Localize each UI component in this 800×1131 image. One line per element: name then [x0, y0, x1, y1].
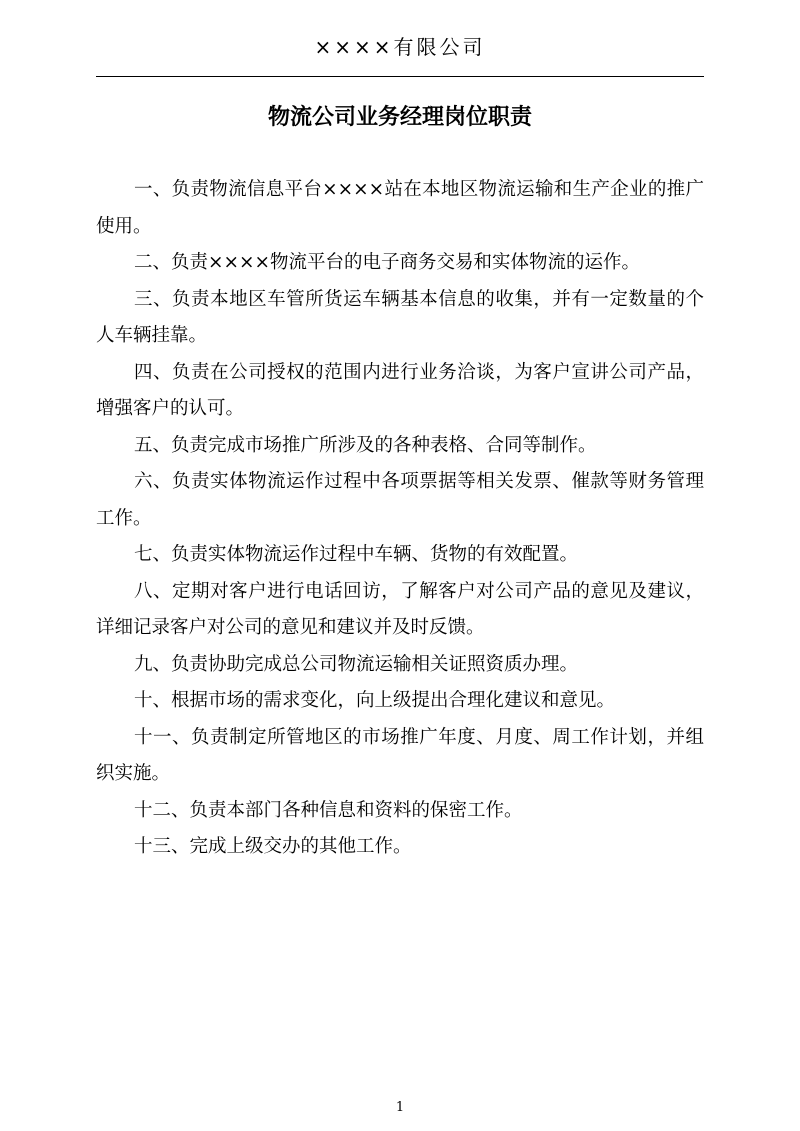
duty-item: 六、负责实体物流运作过程中各项票据等相关发票、催款等财务管理工作。 [96, 471, 704, 529]
duty-item: 二、负责××××物流平台的电子商务交易和实体物流的运作。 [134, 252, 641, 273]
duty-item: 八、定期对客户进行电话回访，了解客户对公司产品的意见及建议，详细记录客户对公司的意见和建议并及时反馈。 [96, 580, 704, 638]
duty-item: 一、负责物流信息平台××××站在本地区物流运输和生产企业的推广使用。 [96, 179, 704, 237]
duty-item: 五、负责完成市场推广所涉及的各种表格、合同等制作。 [134, 434, 597, 456]
header-company-name: ××××有限公司 [314, 35, 486, 59]
duty-item: 十、根据市场的需求变化，向上级提出合理化建议和意见。 [134, 690, 616, 711]
duty-item: 三、负责本地区车管所货运车辆基本信息的收集，并有一定数量的个人车辆挂靠。 [96, 288, 704, 346]
duty-item: 四、负责在公司授权的范围内进行业务洽谈，为客户宣讲公司产品，增强客户的认可。 [96, 361, 704, 419]
document-title: 物流公司业务经理岗位职责 [267, 105, 532, 130]
duty-item: 十一、负责制定所管地区的市场推广年度、月度、周工作计划，并组织实施。 [96, 726, 704, 784]
duties-list [96, 172, 704, 866]
header-divider [96, 76, 704, 77]
duty-item: 十三、完成上级交办的其他工作。 [134, 836, 412, 857]
duty-item: 七、负责实体物流运作过程中车辆、货物的有效配置。 [134, 544, 579, 565]
duty-item: 九、负责协助完成总公司物流运输相关证照资质办理。 [134, 653, 579, 675]
duty-item: 十二、负责本部门各种信息和资料的保密工作。 [134, 799, 523, 821]
page-number: 1 [395, 1100, 405, 1115]
